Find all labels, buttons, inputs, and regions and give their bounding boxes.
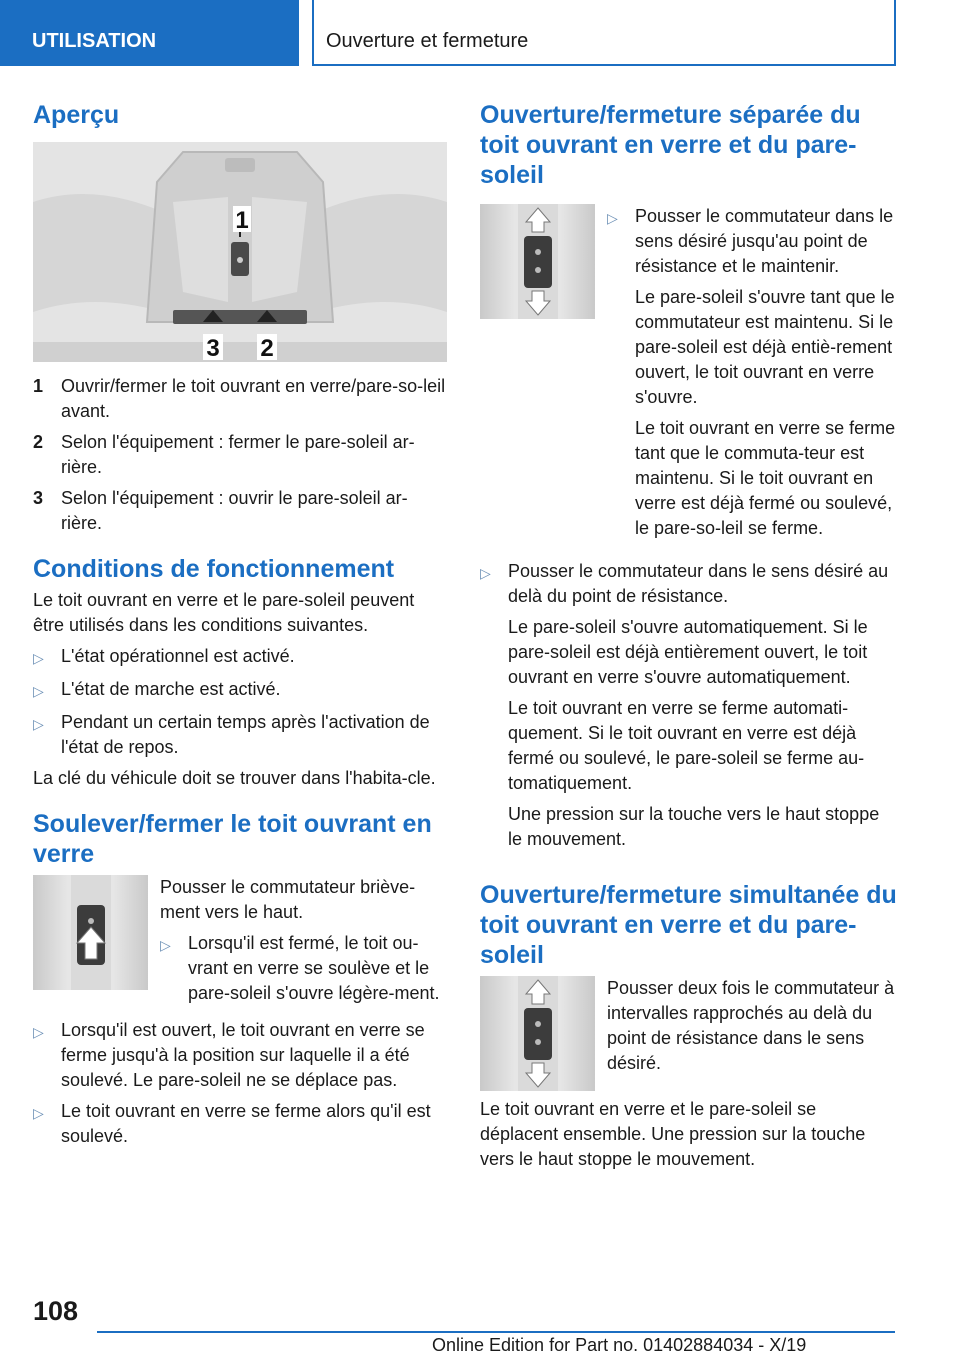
list-item: ▷ Pousser le commutateur dans le sens désiré au delà du point de résistance. Le pare-soleil s'ouvre automatiquement. Si le pare-soleil est déjà entièrement ouvert, le toit ouvrant en verre s'ouvre automatiquement. Le toit ouvrant en verre se ferme automati-quement. Si le toit ouvrant en verre est déjà fermé ou soulevé, le pare-soleil se ferme au-tomatiquement. Une pression sur la touche vers le haut stoppe le mouvement. (480, 559, 898, 858)
simultanee-block (480, 976, 898, 1091)
list-item: ▷ Le toit ouvrant en verre se ferme alors qu'il est soulevé. (33, 1099, 447, 1149)
heading-conditions: Conditions de fonctionnement (33, 555, 395, 583)
heading-simultanee: Ouverture/fermeture simultanée du toit ouvrant en verre et du pare-soleil (480, 881, 897, 969)
page-header-title: Ouverture et fermeture (312, 0, 896, 66)
simultanee-p1: Pousser deux fois le commutateur à intervalles rapprochés au delà du point de résistance dans le sens désiré. (607, 978, 895, 1073)
legend-item: 3 Selon l'équipement : ouvrir le pare-soleil ar-rière. (33, 488, 408, 533)
separee-sublist (607, 204, 898, 553)
conditions-intro: Le toit ouvrant en verre et le pare-soleil peuvent être utilisés dans les conditions suivantes. (33, 590, 415, 635)
bullet-triangle-icon: ▷ (160, 937, 171, 953)
switch-double-press-illustration (480, 976, 595, 1091)
bullet-triangle-icon: ▷ (480, 565, 491, 581)
page-number: 108 (33, 1296, 79, 1326)
conditions-note: La clé du véhicule doit se trouver dans l'habita-cle. (33, 768, 436, 788)
legend-item: 2 Selon l'équipement : fermer le pare-soleil ar-rière. (33, 432, 415, 477)
bullet-triangle-icon: ▷ (33, 716, 44, 732)
figure-label-1: 1 (235, 207, 249, 234)
bullet-triangle-icon: ▷ (607, 210, 618, 226)
list-item: ▷ Pousser le commutateur dans le sens désiré jusqu'au point de résistance et le maintenir. Le pare-soleil s'ouvre tant que le commutateur est maintenu. Si le pare-soleil est déjà entiè-rement ouvert, le toit ouvrant en verre s'ouvre. Le toit ouvrant en verre se ferme tant que le commuta-teur est maintenu. Si le toit ouvrant en verre est déjà fermé ou soulevé, le pare-so-leil se ferme. (607, 204, 898, 547)
switch-updown-illustration (480, 204, 595, 319)
list-item: ▷ Lorsqu'il est ouvert, le toit ouvrant en verre se ferme jusqu'à la position sur laquelle il a été soulevé. Le pare-soleil ne se déplace pas. (33, 1018, 447, 1093)
bullet-triangle-icon: ▷ (33, 683, 44, 699)
figure-label-3: 3 (206, 335, 220, 362)
separee-block (480, 204, 898, 553)
legend-item: 1 Ouvrir/fermer le toit ouvrant en verre/pare-so-leil avant. (33, 376, 446, 421)
legend-list (33, 374, 447, 536)
bullet-triangle-icon: ▷ (33, 650, 44, 666)
heading-apercu: Aperçu (33, 101, 120, 129)
simultanee-p2: Le toit ouvrant en verre et le pare-soleil se déplacent ensemble. Une pression sur la touche vers le haut stoppe le mouvement. (480, 1099, 866, 1169)
footer-divider (97, 1331, 895, 1333)
section-tab: UTILISATION (0, 0, 299, 66)
overhead-console-illustration (33, 142, 447, 362)
bullet-triangle-icon: ▷ (33, 1024, 44, 1040)
soulever-intro: Pousser le commutateur briève-ment vers le haut. (160, 877, 416, 922)
soulever-list (33, 1018, 447, 1149)
heading-separee: Ouverture/fermeture séparée du toit ouvrant en verre et du pare-soleil (480, 101, 861, 189)
edition-note: Online Edition for Part no. 01402884034 - X/19 (432, 1335, 807, 1355)
left-column (33, 100, 447, 1155)
soulever-block (33, 875, 447, 1012)
heading-soulever: Soulever/fermer le toit ouvrant en verre (33, 810, 432, 868)
soulever-sublist (160, 931, 447, 1006)
bullet-triangle-icon: ▷ (33, 1105, 44, 1121)
figure-label-2: 2 (260, 335, 274, 362)
list-item: ▷ Pendant un certain temps après l'activation de l'état de repos. (33, 710, 447, 760)
conditions-list (33, 644, 447, 760)
list-item: ▷ L'état de marche est activé. (33, 677, 447, 704)
list-item: ▷ L'état opérationnel est activé. (33, 644, 447, 671)
separee-list (480, 559, 898, 858)
list-item: ▷ Lorsqu'il est fermé, le toit ou-vrant en verre se soulève et le pare-soleil s'ouvre légère-ment. (160, 931, 447, 1006)
switch-lift-illustration (33, 875, 148, 990)
right-column (480, 100, 898, 1178)
